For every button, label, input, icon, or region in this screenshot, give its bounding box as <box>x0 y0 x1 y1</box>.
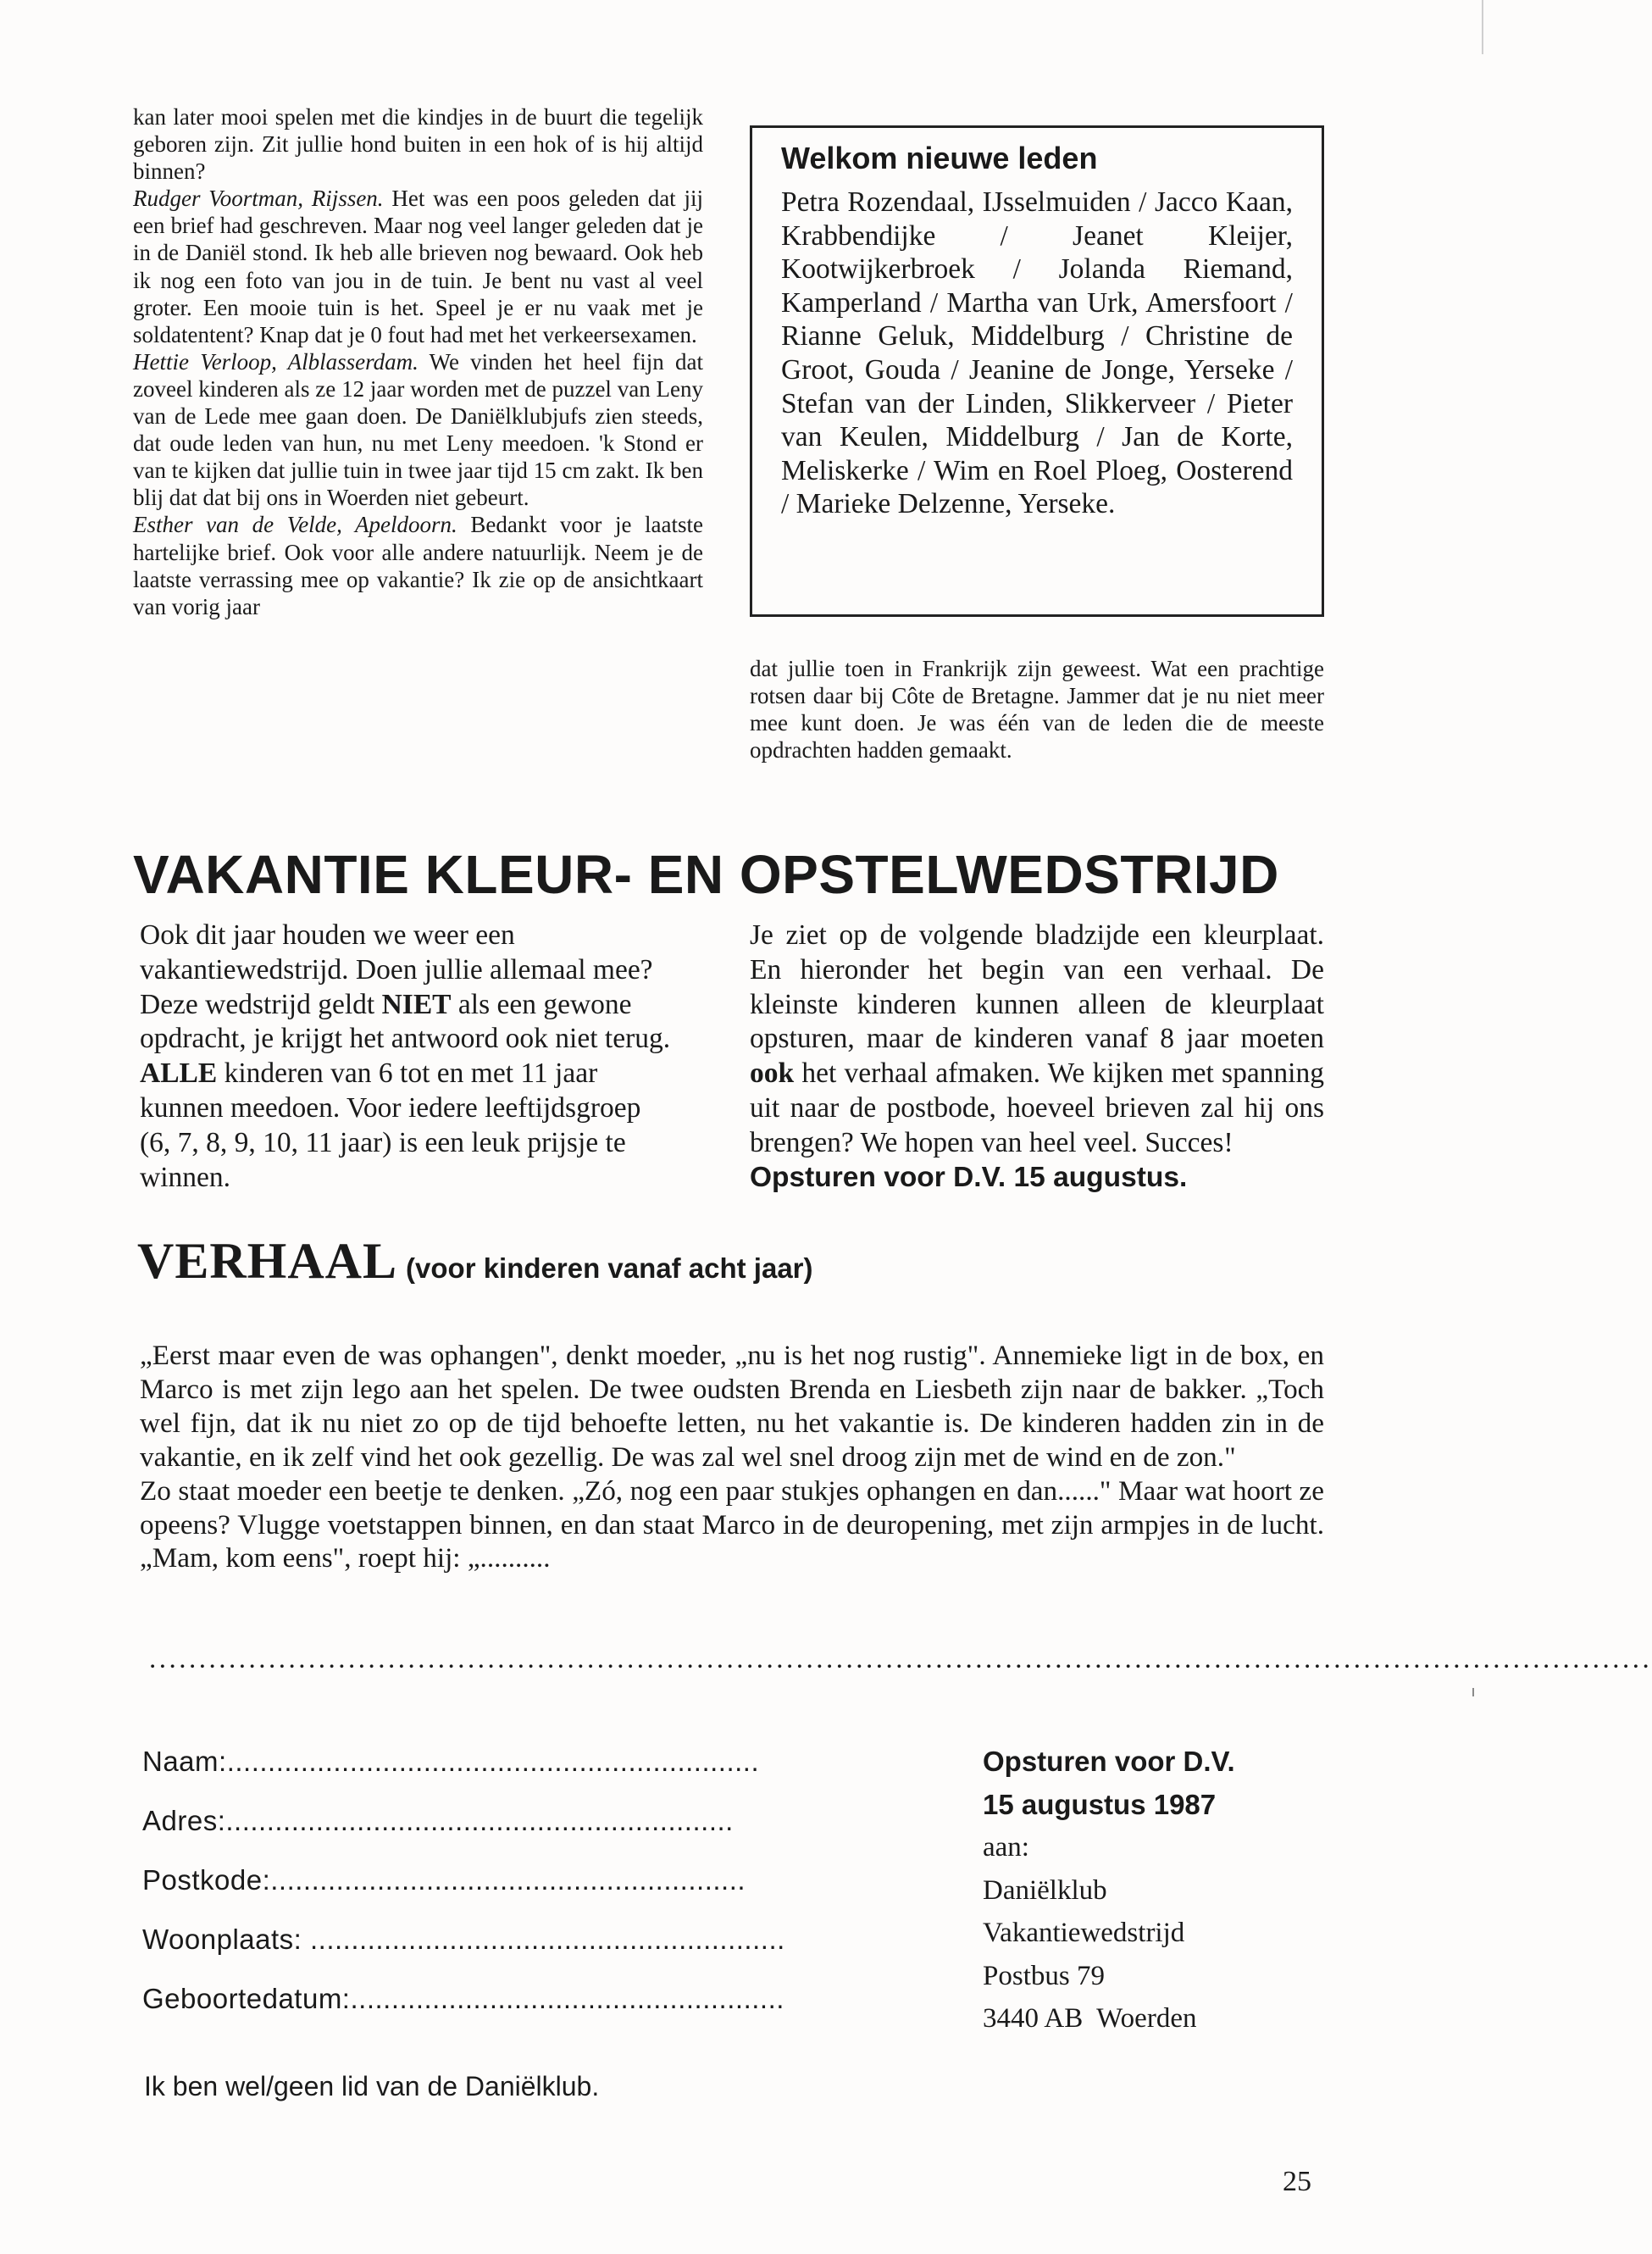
letter-esther-continued: dat jullie toen in Frankrijk zijn geweest. Wat een prachtige rotsen daar bij Côte de Bretagne. Jammer dat je nu niet meer mee kunt doen. Je was één van de leden die de meeste opdrachten hadden gemaakt. <box>750 656 1324 763</box>
letter-esther <box>133 511 703 619</box>
scan-edge-mark <box>1482 0 1483 54</box>
send-to-address <box>983 1740 1235 2040</box>
send-postcode-city: 3440 AB Woerden <box>983 2003 1197 2034</box>
story-title: VERHAAL <box>137 1233 398 1289</box>
letter-continuation <box>750 655 1324 763</box>
contest-deadline: Opsturen voor D.V. 15 augustus. <box>750 1161 1188 1193</box>
send-deadline: Opsturen voor D.V. <box>983 1746 1235 1777</box>
send-dept: Vakantiewedstrijd <box>983 1918 1185 1948</box>
postcode-field[interactable]: Postkode:.......................................................... <box>142 1864 746 1896</box>
emphasis-ook: ook <box>750 1058 795 1090</box>
contest-right-text: Je ziet op de volgende bladzijde een kleurplaat. En hieronder het begin van een verhaal. De kleinste kinderen kunnen alleen de kleurplaat opsturen, maar de kinderen vanaf 8 jaar moeten ook het verhaal afmaken. We kijken met spanning uit naar de postbode, hoeveel brieven zal hij ons brengen? We hopen van heel veel. Succes! <box>750 919 1324 1158</box>
contest-title: VAKANTIE KLEUR- EN OPSTELWEDSTRIJD <box>133 844 1279 905</box>
letter-rudger <box>133 185 703 348</box>
address-field[interactable]: Adres:.............................................................. <box>142 1805 734 1836</box>
letters-column <box>133 103 703 620</box>
story-heading <box>137 1232 813 1291</box>
letter-text: Het was een poos geleden dat jij een brief had geschreven. Maar nog veel langer geleden dat je in de Daniël stond. Ik heb alle brieven nog bewaard. Ook heb ik nog een foto van jou in de tuin. Je bent nu vast al veel groter. Een mooie tuin is het. Speel je er nu vaak met je soldatentent? Knap dat je 0 fout had met het verkeersexamen. <box>133 186 703 347</box>
story-continuation-line[interactable]: ....................................................................................................................................................... <box>149 1644 1652 1674</box>
emphasis-niet: NIET <box>381 988 452 1020</box>
letter-name: Rudger Voortman, Rijssen. <box>133 186 384 212</box>
contest-left-text-2: ALLE kinderen van 6 tot en met 11 jaar kunnen meedoen. Voor iedere leeftijdsgroep (6, 7, 8, 9, 10, 11 jaar) is een leuk prijsje te winnen. <box>140 1058 641 1193</box>
send-postbox: Postbus 79 <box>983 1960 1105 1991</box>
name-field[interactable]: Naam:................................................................. <box>142 1746 760 1777</box>
scan-speck <box>1472 1688 1474 1696</box>
contest-left-column <box>140 919 674 1195</box>
story-text <box>140 1339 1324 1575</box>
letter-intro: kan later mooi spelen met die kindjes in de buurt die tegelijk geboren zijn. Zit jullie hond buiten in een hok of is hij altijd binnen? <box>133 104 703 185</box>
letter-text: Bedankt voor je laatste hartelijke brief. Ook voor alle andere natuurlijk. Neem je de laatste verrassing mee op vakantie? Ik zie op de ansichtkaart van vorig jaar <box>133 512 704 619</box>
letter-text: We vinden het heel fijn dat zoveel kinderen als ze 12 jaar worden met de puzzel van Leny van de Lede mee gaan doen. De Daniëlklubjufs zien steeds, dat oude leden van hun, nu met Leny meedoen. 'k Stond er van te kijken dat jullie tuin in twee jaar tijd 15 cm zakt. Ik ben blij dat dat bij ons in Woerden niet gebeurt. <box>133 348 703 511</box>
page-number: 25 <box>1283 2166 1311 2197</box>
send-date: 15 augustus 1987 <box>983 1788 1217 1820</box>
welcome-members-list: Petra Rozendaal, IJsselmuiden / Jacco Kaan, Krabbendijke / Jeanet Kleijer, Kootwijkerbroek / Jolanda Riemand, Kamperland / Martha van Urk, Amersfoort / Rianne Geluk, Middelburg / Christine de Groot, Gouda / Jeanine de Jonge, Yerseke / Stefan van der Linden, Slikkerveer / Pieter van Keulen, Middelburg / Jan de Korte, Meliskerke / Wim en Roel Ploeg, Oosterend / Marieke Delzenne, Yerseke. <box>781 186 1293 520</box>
birthdate-field[interactable]: Geboortedatum:..................................................... <box>142 1983 784 2014</box>
letter-hettie <box>133 348 703 512</box>
letter-name: Hettie Verloop, Alblasserdam. <box>133 348 419 375</box>
story-paragraph-1: „Eerst maar even de was ophangen", denkt moeder, „nu is het nog rustig". Annemieke ligt in de box, en Marco is met zijn lego aan het spelen. De twee oudsten Brenda en Liesbeth zijn naar de bakker. „Toch wel fijn, dat ik nu niet zo op de tijd behoefte letten, nu het vakantie is. De kinderen hadden zin in de vakantie, en ik zelf vind het ook gezellig. De was zal wel snel droog zijn met de wind en de zon." <box>140 1340 1324 1473</box>
membership-statement[interactable]: Ik ben wel/geen lid van de Daniëlklub. <box>144 2071 600 2101</box>
story-paragraph-2: Zo staat moeder een beetje te denken. „Zó, nog een paar stukjes ophangen en dan......" Maar wat hoort ze opeens? Vlugge voetstappen binnen, en dan staat Marco in de deuropening, met zijn armpjes in de lucht. „Mam, kom eens", roept hij: „.......... <box>140 1474 1324 1574</box>
emphasis-alle: ALLE <box>140 1058 218 1090</box>
letter-name: Esther van de Velde, Apeldoorn. <box>133 512 457 538</box>
contest-right-column <box>750 919 1324 1195</box>
welcome-members-box <box>750 125 1324 617</box>
story-subtitle: (voor kinderen vanaf acht jaar) <box>406 1252 813 1284</box>
send-org: Daniëlklub <box>983 1874 1107 1906</box>
city-field[interactable]: Woonplaats: .......................................................... <box>142 1924 785 1955</box>
send-to-label: aan: <box>983 1832 1029 1863</box>
contest-left-text: Ook dit jaar houden we weer een vakantiewedstrijd. Doen jullie allemaal mee? Deze wedstrijd geldt NIET als een gewone opdracht, je krijgt het antwoord ook niet terug. <box>140 919 671 1055</box>
welcome-title: Welkom nieuwe leden <box>781 141 1098 175</box>
